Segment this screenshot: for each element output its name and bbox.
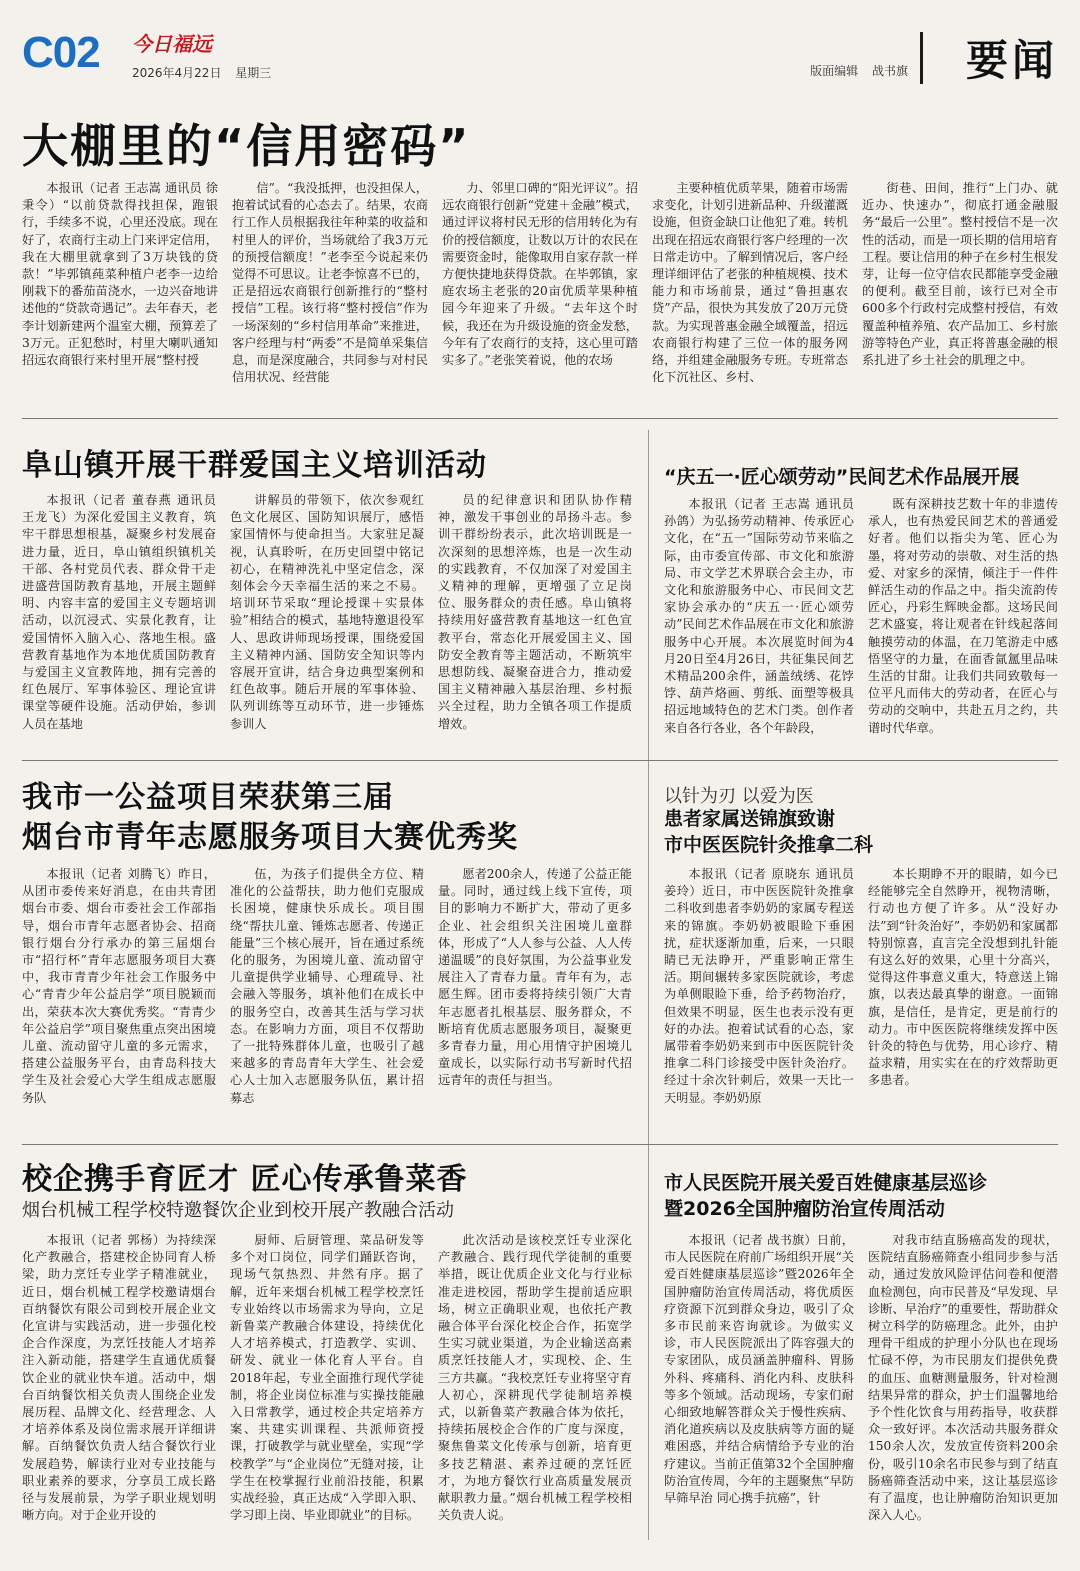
article-headline: 大棚里的“信用密码” [22,119,471,173]
headline-line: 暨2026全国肿瘤防治宣传周活动 [664,1198,945,1220]
paragraph: 本报讯（记者 原晓东 通讯员 姜玲）近日，市中医医院针灸推拿二科收到患者李奶奶的家属专程送来的锦旗。李奶奶被眼睑下垂困扰，症状逐渐加重，后来，一只眼睛已无法睁开，严重影响正常生活。期间辗转多家医院就诊，考虑为单侧眼睑下垂，给予药物治疗，但效果不明显，医生也表示没有更好的办法。抱着试试看的心态，家属带着李奶奶来到市中医医院针灸推拿二科门诊接受中医针灸治疗。经过十余次针刺后，效果一天比一天明显。李奶奶原 [664,867,854,1105]
article-subtitle: 烟台机械工程学校特邀餐饮企业到校开展产教融合活动 [22,1200,454,1221]
article-headline: 校企携手育匠才 匠心传承鲁菜香 [22,1162,468,1197]
article-column [22,180,218,402]
paragraph: 此次活动是该校烹饪专业深化产教融合、践行现代学徒制的重要举措，既让优质企业文化与行业标准走进校园，帮助学生提前适应职场，树立正确职业观，也依托产教融合体平台深化校企合作，拓宽学生实习就业渠道，为企业输送高素质烹饪技能人才，实现校、企、生三方共赢。“我校烹饪专业将坚守育人初心，深耕现代学徒制培养模式，以新鲁菜产教融合体为依托，持续拓展校企合作的广度与深度，聚焦鲁菜文化传承与创新，培育更多技艺精湛、素养过硬的烹饪匠才，为地方餐饮行业高质量发展贡献职教力量。”烟台机械工程学校相关负责人说。 [438,1233,632,1523]
divider-line [22,760,1058,761]
paragraph: 信”。“我没抵押，也没担保人，抱着试试看的心态去了。结果，农商行工作人员根据我往年种菜的收益和村里人的评价，当场就给了我3万元的预授信额度！”老李至今说起来仍觉得不可思议。让老李惊喜不已的，正是招远农商银行创新推行的“整村授信”工程。该行将“整村授信”作为一场深刻的“乡村信用革命”来推进，客户经理与村“两委”不是简单采集信息，而是深度融合，共同参与对村民信用状况、经营能 [232,181,428,385]
paragraph: 本报讯（记者 战书旗）日前，市人民医院在府前广场组织开展“关爱百姓健康基层巡诊”暨2026年全国肿瘤防治宣传周活动，将优质医疗资源下沉到群众身边，吸引了众多市民前来咨询就诊。为做实义诊，市人民医院派出了阵容强大的专家团队，成员涵盖肿瘤科、胃肠外科、疼痛科、消化内科、皮肤科等多个领域。活动现场，专家们耐心细致地解答群众关于慢性疾病、消化道疾病以及皮肤病等方面的疑难困惑，并结合病情给予专业的治疗建议。当前正值第32个全国肿瘤防治宣传周，今年的主题聚焦“早防早筛早治 同心携手抗癌”，针 [664,1233,854,1506]
article-column [652,180,848,402]
headline-line: 烟台市青年志愿服务项目大赛优秀奖 [22,820,518,855]
article-column [664,496,854,744]
article-column [230,866,424,1132]
editor-credit [800,62,908,79]
headline-line: 我市一公益项目荣获第三届 [22,780,394,815]
headline-line: 患者家属送锦旗致谢 [664,808,836,830]
article-body [22,866,632,1132]
headline-line: 市人民医院开展关爱百姓健康基层巡诊 [664,1172,988,1194]
column-divider [648,430,649,1540]
paragraph: 本报讯（记者 王志嵩 通讯员 孙鸽）为弘扬劳动精神、传承匠心文化，在“五一”国际劳动节来临之际，由市委宣传部、市文化和旅游局、市文学艺术界联合会主办，市文化和旅游服务中心、市民间文艺家协会承办的“庆五一·匠心颂劳动”民间艺术作品展在市文化和旅游服务中心开展。本次展览时间为4月20日至4月26日，共征集民间艺术精品200余件，涵盖绒绣、花饽饽、葫芦烙画、剪纸、面塑等极具招远地域特色的艺术门类。创作者来自各行各业，各个年龄段， [664,497,854,735]
article-body [22,1232,632,1550]
paragraph: 本报讯（记者 刘腾飞）昨日，从团市委传来好消息，在由共青团烟台市委、烟台市委社会工作部指导，烟台市青年志愿者协会、招商银行烟台分行承办的第三届烟台市“招行杯”青年志愿服务项目大赛中，我市青青少年社会工作服务中心“青青少年公益启学”项目脱颖而出，荣获本次大赛优秀奖。“青青少年公益启学”项目聚焦重点突出困境儿童、流动留守儿童的多元需求，搭建公益服务平台，由青岛科技大学生及社会爱心大学生组成志愿服务队 [22,867,216,1105]
divider-line [22,418,1058,419]
article-column [230,492,424,740]
article-headline [22,778,518,858]
article-column [438,492,632,740]
paragraph: 力、邻里口碑的“阳光评议”。招远农商银行创新“党建＋金融”模式，通过评议将村民无形的信用转化为有价的授信额度，让数以万计的农民在需要资金时，能像取用自家存款一样方便快捷地获得贷款。在毕郭镇，家庭农场主老张的20亩优质苹果种植园今年迎来了升级。“去年这个时候，我还在为升级设施的资金发愁，今年有了农商行的支持，这心里可踏实多了。”老张笑着说，他的农场 [442,181,638,368]
article-column [862,180,1058,402]
article-column [230,1232,424,1550]
article-kicker: 以针为刃 以爱为医 [664,786,814,807]
paragraph: 厨师、后厨管理、菜品研发等多个对口岗位，同学们踊跃咨询，现场气氛热烈、井然有序。据了解，近年来烟台机械工程学校烹饪专业始终以市场需求为导向，立足新鲁菜产教融合体建设，持续优化人才培养模式，打造教学、实训、研发、就业一体化育人平台。自2018年起，专业全面推行现代学徒制，将企业岗位标准与实操技能融入日常教学，通过校企共定培养方案、共建实训课程、共派师资授课，打破教学与就业壁垒，实现“学校教学”与“企业岗位”无缝对接，让学生在校掌握行业前沿技能，积累实战经验，真正达成“入学即入职、学习即上岗、毕业即就业”的目标。 [230,1233,424,1523]
weekday-text: 星期三 [235,66,272,80]
paragraph: 本报讯（记者 郭杨）为持续深化产教融合，搭建校企协同育人桥梁，助力烹饪专业学子精准就业，近日，烟台机械工程学校邀请烟台百纳餐饮有限公司到校开展企业文化宣讲与实践活动，进一步强化校企合作深度，为烹饪技能人才培养注入新动能，搭建学生直通优质餐饮企业的就业快车道。活动中，烟台百纳餐饮相关负责人围绕企业发展历程、品牌文化、经营理念、人才培养体系及岗位需求展开详细讲解。百纳餐饮负责人结合餐饮行业发展趋势，解读行业对专业技能与职业素养的要求，分享员工成长路径与发展前景，为学子职业规划明晰方向。对于企业开设的 [22,1233,216,1523]
section-title: 要闻 [965,36,1058,85]
paragraph: 讲解员的带领下，依次参观红色文化展区、国防知识展厅，感悟家国情怀与使命担当。大家驻足凝视，认真聆听，在历史回望中铭记初心，在精神洗礼中坚定信念，深刻体会今天幸福生活的来之不易。培训环节采取“理论授课＋实景体验”相结合的模式，基地特邀退役军人、思政讲师现场授课，围绕爱国主义精神内涵、国防安全知识等内容展开宣讲，结合身边典型案例和红色故事。随后开展的军事体验、队列训练等互动环节，进一步锤炼参训人 [230,493,424,731]
editor-name: 战书旗 [871,64,908,78]
paragraph: 伍，为孩子们提供全方位、精准化的公益帮扶，助力他们克服成长困境，健康快乐成长。项目围绕“帮扶儿童、锤炼志愿者、传递正能量”三个核心展开，旨在通过系统化的服务，为困境儿童、流动留守儿童提供学业辅导、心理疏导、社会融入等服务，填补他们在成长中的服务空白，改善其生活与学习状态。在影响力方面，项目不仅帮助了一批特殊群体儿童，也吸引了越来越多的青岛青年大学生、社会爱心人士加入志愿服务队伍，累计招募志 [230,867,424,1105]
brand-logo: 今日福远 [132,32,212,56]
article-column [868,866,1058,1132]
section-divider [920,32,923,84]
paragraph: 既有深耕技艺数十年的非遗传承人，也有热爱民间艺术的普通爱好者。他们以指尖为笔、匠心为墨，将对劳动的崇敬、对生活的热爱、对家乡的深情，倾注于一件件鲜活生动的作品之中。指尖流韵传匠心，丹彩生辉映金都。这场民间艺术盛宴，将让观者在针线起落间触摸劳动的体温，在刀笔游走中感悟坚守的力量，在面香氤氲里品味生活的甘甜。让我们共同致敬每一位平凡而伟大的劳动者，在匠心与劳动的交响中，共赴五月之约，共谱时代华章。 [868,497,1058,735]
divider-line [22,1144,1058,1145]
article-column [442,180,638,402]
masthead [22,22,1058,92]
article-column [438,866,632,1132]
article-column [868,496,1058,744]
article-body [664,1232,1058,1550]
article-body [664,496,1058,744]
paragraph: 本报讯（记者 王志嵩 通讯员 徐秉令）“以前贷款得找担保，跑银行，手续多不说，心里还没底。现在好了，农商行主动上门来评定信用，我在大棚里就拿到了3万块钱的贷款！”毕郭镇莼菜种植户老李一边给刚栽下的番茄苗浇水，一边兴奋地讲述他的“贷款奇遇记”。去年春天，老李计划新建两个温室大棚，预算差了3万元。正犯愁时，村里大喇叭通知招远农商银行来村里开展“整村授 [22,181,218,368]
issue-date [132,64,281,81]
paragraph: 对我市结直肠癌高发的现状，医院结直肠癌筛查小组同步参与活动，通过发放风险评估问卷和便潜血检测包，向市民普及“早发现、早诊断、早治疗”的重要性，帮助群众树立科学的防癌理念。此外，由护理骨干组成的护理小分队也在现场忙碌不停，为市民朋友们提供免费的血压、血糖测量服务，针对检测结果异常的群众，护士们温馨地给予个性化饮食与用药指导，收获群众一致好评。本次活动共服务群众150余人次，发放宣传资料200余份，吸引10余名市民参与到了结直肠癌筛查活动中来，这让基层巡诊有了温度，也让肿瘤防治知识更加深入人心。 [868,1233,1058,1523]
paragraph: 员的纪律意识和团队协作精神，激发干事创业的昂扬斗志。参训干群纷纷表示，此次培训既是一次深刻的思想淬炼，也是一次生动的实践教育，不仅加深了对爱国主义精神的理解，更增强了立足岗位、服务群众的责任感。阜山镇将持续用好盛营教育基地这一红色宣教平台，常态化开展爱国主义、国防安全教育等主题活动，不断筑牢思想防线、凝聚奋进合力，推动爱国主义精神融入基层治理、乡村振兴全过程，助力全镇各项工作提质增效。 [438,493,632,731]
paragraph: 街巷、田间，推行“上门办、就近办、快速办”，彻底打通金融服务“最后一公里”。整村授信不是一次性的活动，而是一项长期的信用培育工程。要让信用的种子在乡村生根发芽，让每一位守信农民都能享受金融的便利。截至目前，该行已对全市600多个行政村完成整村授信，有效覆盖种植养殖、农产品加工、乡村旅游等特色产业，真正将普惠金融的根系扎进了乡土社会的肌理之中。 [862,181,1058,368]
date-text: 2026年4月22日 [132,66,222,80]
article-column [664,1232,854,1550]
article-body [22,492,632,740]
article-body [22,180,1058,402]
article-column [22,866,216,1132]
article-column [438,1232,632,1550]
paragraph: 本长期睁不开的眼睛，如今已经能够完全自然睁开，视物清晰，行动也方便了许多。从“没好办法”到“针灸治好”，李奶奶和家属都特别惊喜，直言完全没想到扎针能有这么好的效果，心里十分高兴，觉得这件事意义重大，特意送上锦旗，以表达最真挚的谢意。一面锦旗，是信任，是肯定，更是前行的动力。市中医医院将继续发挥中医针灸的特色与优势，用心诊疗、精益求精，用实实在在的疗效帮助更多患者。 [868,867,1058,1088]
page-number: C02 [22,28,100,77]
article-body [664,866,1058,1132]
article-column [22,492,216,740]
paragraph: 愿者200余人，传递了公益正能量。同时，通过线上线下宣传，项目的影响力不断扩大，带动了更多企业、社会组织关注困境儿童群体，形成了“人人参与公益、人人传递温暖”的良好氛围，为公益事业发展注入了青春力量。青年有为，志愿生辉。团市委将持续引领广大青年志愿者扎根基层、服务群众，不断培育优质志愿服务项目，凝聚更多青春力量，用心用情守护困境儿童成长，以实际行动书写新时代招远青年的责任与担当。 [438,867,632,1088]
article-column [664,866,854,1132]
paragraph: 主要种植优质苹果，随着市场需求变化，计划引进新品种、升级灌溉设施，但资金缺口让他犯了难。转机出现在招远农商银行客户经理的一次日常走访中。了解到情况后，客户经理详细评估了老张的种植规模、技术能力和市场前景，通过“鲁担惠农贷”产品，很快为其发放了20万元贷款。为实现普惠金融全域覆盖，招远农商银行构建了三位一体的服务网络，并组建金融服务专班。专班常态化下沉社区、乡村、 [652,181,848,385]
article-column [868,1232,1058,1550]
article-headline [664,806,873,858]
article-headline [664,1170,987,1222]
article-column [22,1232,216,1550]
editor-label: 版面编辑 [810,64,859,78]
article-headline: “庆五一·匠心颂劳动”民间艺术作品展开展 [664,466,1020,488]
article-headline: 阜山镇开展干群爱国主义培训活动 [22,448,487,483]
article-column [232,180,428,402]
paragraph: 本报讯（记者 董春燕 通讯员 王龙飞）为深化爱国主义教育，筑牢干群思想根基，凝聚乡村发展奋进力量，近日，阜山镇组织镇机关干部、各村党员代表、群众骨干走进盛营国防教育基地，开展主题鲜明、内容丰富的爱国主义专题培训活动，以沉浸式、实景化教育，让爱国情怀入脑入心、落地生根。盛营教育基地作为本地优质国防教育与爱国主义宣教阵地，拥有完善的红色展厅、军事体验区、理论宣讲课堂等硬件设施。活动伊始，参训人员在基地 [22,493,216,731]
headline-line: 市中医医院针灸推拿二科 [664,834,874,856]
